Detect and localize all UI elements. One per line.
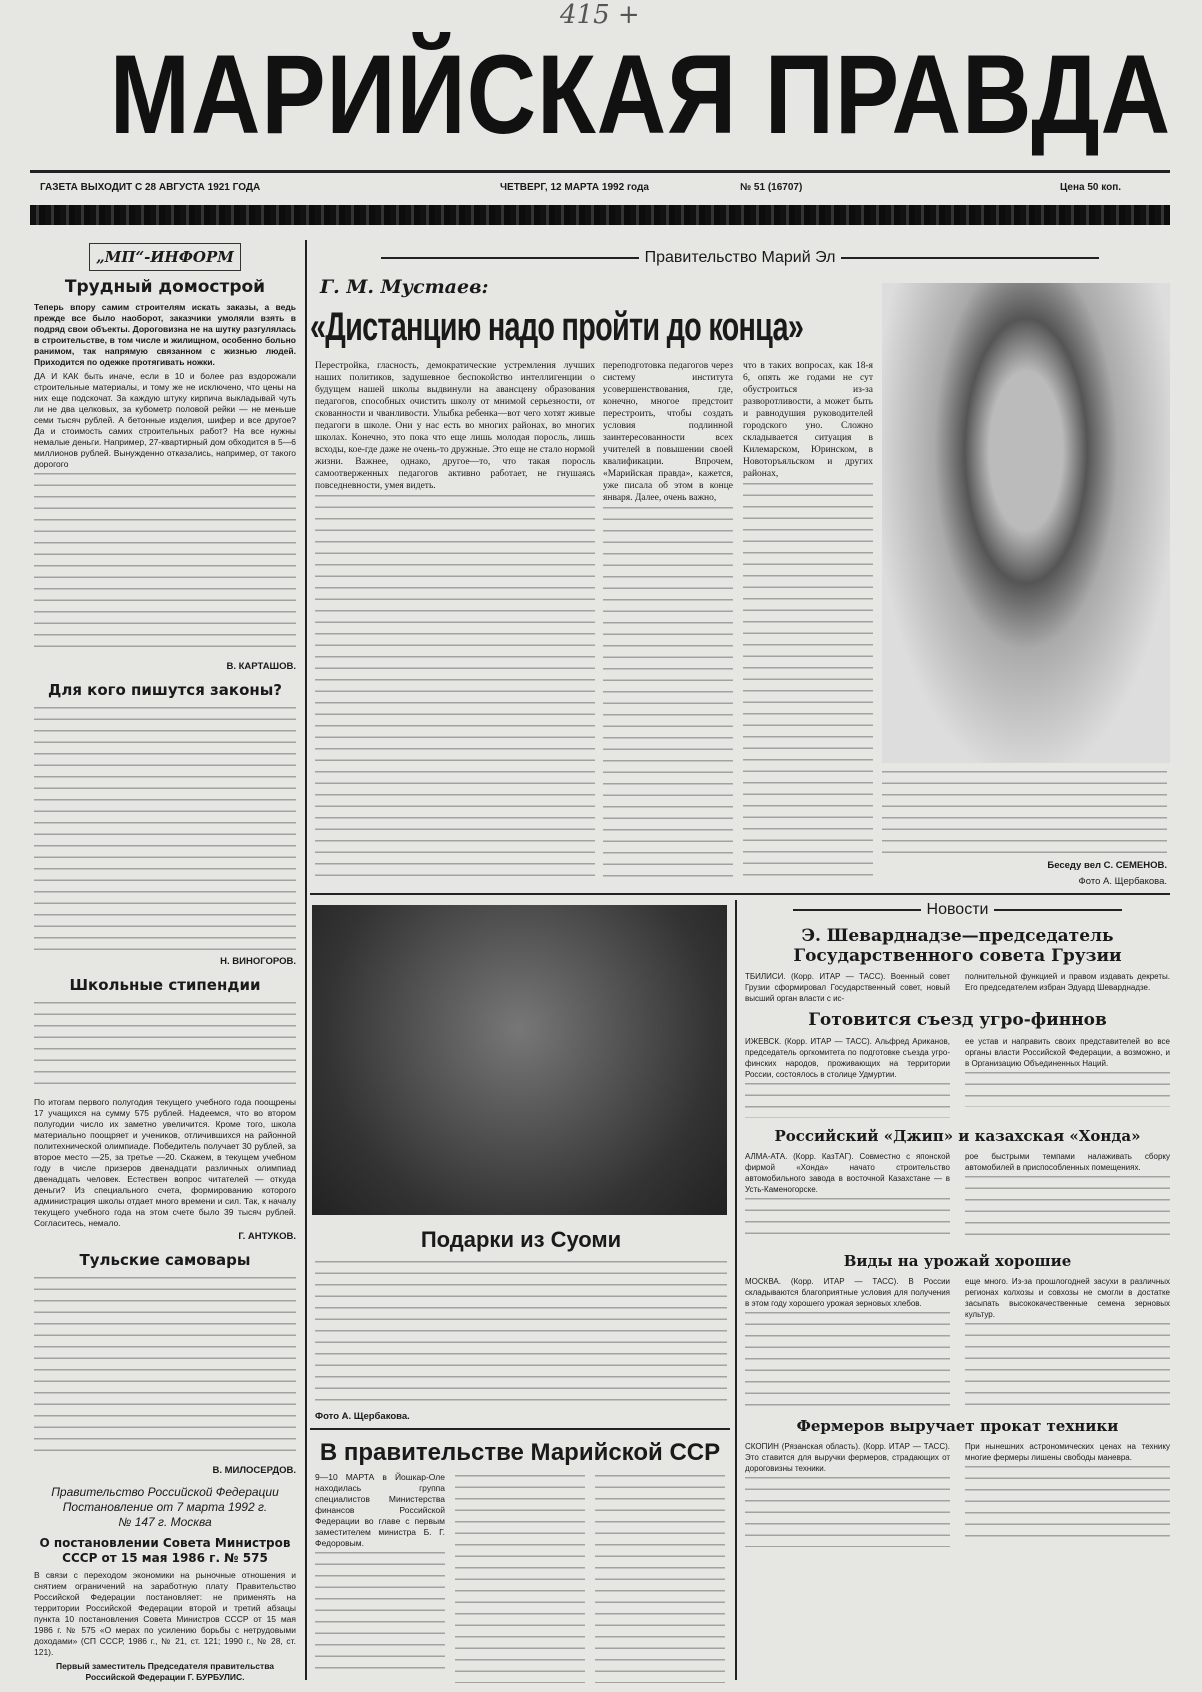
article-title: В правительстве Марийской ССР (319, 1439, 721, 1466)
interview-column: переподготовка педагогов через систему института усовершенствования, где, конечно, многое предстоит перестроить, чтобы создать условия подлинной заинтересованности всех учителей в повышении своей квалификации. Впрочем, «Марийская правда», кажется, уже писала об этом в конце января. Далее, очень важно, (603, 361, 733, 503)
news-body: МОСКВА. (Корр. ИТАР — ТАСС). В России складываются благоприятные условия для получения в этом году хорошего урожая зерновых хлебов. (745, 1277, 950, 1308)
news-body: еще много. Из-за прошлогодней засухи в различных регионах колхозы и совхозы не смогли в достатке засыпать высококачественные семена зерновых культур. (965, 1277, 1170, 1319)
author: Н. ВИНОГОРОВ. (220, 956, 296, 968)
issue-date: ЧЕТВЕРГ, 12 МАРТА 1992 года (500, 182, 649, 193)
news-photo (312, 905, 727, 1215)
podarki-article (315, 1220, 727, 1425)
section-rubric (310, 248, 1170, 268)
news-title: Готовится съезд угро-финнов (808, 1010, 1107, 1030)
text-block (882, 771, 1167, 855)
issue-number: № 51 (16707) (740, 182, 803, 193)
article-title: Для кого пишутся законы? (47, 681, 283, 700)
text-block (603, 507, 733, 877)
article-title: Школьные стипендии (69, 976, 261, 995)
rubric-label: Новости (926, 901, 989, 918)
news-item-body (745, 971, 1170, 1004)
news-title: Фермеров выручает прокат техники (796, 1417, 1119, 1435)
text-block (965, 1176, 1170, 1236)
text-block (965, 1323, 1170, 1408)
portrait-photo (882, 283, 1170, 763)
interviewer: Беседу вел С. СЕМЕНОВ. (1047, 860, 1167, 871)
interview-column-3 (603, 360, 733, 880)
article-title: Тульские самовары (79, 1250, 251, 1269)
news-section (745, 900, 1170, 1685)
text-block (34, 1277, 296, 1460)
column-divider (735, 900, 737, 1680)
news-body: рое быстрыми темпами налаживать сборку автомобилей в приспособленных помещениях. (965, 1152, 1170, 1172)
decree-number: № 147 г. Москва (118, 1514, 212, 1529)
text-block (745, 1477, 950, 1547)
rubric-label: Правительство Марий Эл (644, 249, 836, 266)
news-body: ее устав и направить своих представителей во все органы власти Российской Федерации, а возможно, и в Организацию Объединенных Наций. (965, 1037, 1170, 1068)
article-title: Трудный домострой (64, 277, 266, 297)
text-block (745, 1198, 950, 1243)
news-rubric (745, 900, 1170, 920)
news-title: Российский «Джип» и казахская «Хонда» (774, 1127, 1141, 1145)
news-body: При нынешних астрономических ценах на технику многие фермеры лишены свободы маневра. (965, 1442, 1170, 1462)
text-block (745, 1083, 950, 1118)
author: В. КАРТАШОВ. (226, 661, 296, 673)
news-body: ТБИЛИСИ. (Корр. ИТАР — ТАСС). Военный совет Грузии сформировал Государственный совет, новый высший орган власти с ис- (745, 972, 950, 1003)
news-item-body (745, 1151, 1170, 1246)
news-title: Э. Шеварднадзе—председатель Государственного совета Грузии (793, 926, 1122, 966)
text-block (595, 1475, 725, 1683)
author: В. МИЛОСЕРДОВ. (212, 1464, 296, 1476)
text-block (34, 473, 296, 656)
article-body: По итогам первого полугодия текущего учебного года поощрены 17 учащихся на сумму 575 рублей. Надеемся, что во втором полугодии число их заметно увеличится. Кроме того, школа материально поощряет и учеников, отличившихся на районной политехнической олимпиаде. Победитель получает 30 рублей, за второе место —25, за третье —20. Скажем, в текущем учебном году в числе призеров двенадцати различных олимпиад двенадцать человек. Естествен вопрос читателей — откуда деньги? Из специального счета, формированию которого администрация школы отдает много времени и сил. Так, к началу текущего учебного года на этом счете было 39 тысяч рублей. Согласитесь, немало. (34, 1096, 296, 1228)
text-block (34, 1002, 296, 1094)
price: Цена 50 коп. (1060, 182, 1122, 193)
article-lead: 9—10 МАРТА в Йошкар-Оле находилась группа специалистов Министерства финансов Российской Федерации во главе с первым заместителем министра Б. Г. Федоровым. (315, 1472, 445, 1548)
news-item-body (745, 1036, 1170, 1121)
news-body: СКОПИН (Рязанская область). (Корр. ИТАР — ТАСС). Это ставится для выручки фермеров, страдающих от дороговизны техники. (745, 1442, 950, 1473)
news-body: ИЖЕВСК. (Корр. ИТАР — ТАСС). Альфред Ариканов, председатель оргкомитета по подготовке съезда угро-финских народов, проживающих на территории России, состоялось в столице Удмуртии. (745, 1037, 950, 1079)
text-block (745, 1312, 950, 1407)
text-block (743, 483, 873, 877)
interview-continuation (882, 768, 1167, 890)
interview-byline: Г. М. Мустаев: (320, 276, 489, 298)
masthead-title: МАРИЙСКАЯ ПРАВДА (109, 32, 1171, 157)
left-column (34, 243, 296, 1683)
news-item-body (745, 1441, 1170, 1550)
decree-signature: Первый заместитель Председателя правительства Российской Федерации Г. БУРБУЛИС. (55, 1660, 275, 1682)
decree-title: О постановлении Совета Министров СССР от 15 мая 1986 г. № 575 (39, 1535, 291, 1565)
interview-lead: Перестройка, гласность, демократические устремления лучших наших политиков, задушевное беспокойство интеллигенции о будущем нашей школы выдвинули на авансцену образования педагогов, способных очистить школу от мнимой серьезности, от скованности и чванливости. Улыбка ребенка—вот чего хотят живые педагоги в школе. Они у нас есть во многих районах, во многих школах. Конечно, это пока что еще лишь молодая поросль, лишь всходы, кое-где даже не очень-то дружные. Это еще не стало нормой жизни. Важнее, однако, другое—то, что такая поросль самоотверженных педагогов активно работает, не гнушаясь повседневности, умея видеть. (315, 361, 595, 491)
masthead-bar (30, 205, 1170, 225)
text-block (315, 1552, 445, 1677)
news-body: АЛМА-АТА. (Корр. КазТАГ). Совместно с японской фирмой «Хонда» начато строительство автомобильного завода в восточной Казахстане — в Усть-Каменогорске. (745, 1152, 950, 1194)
photo-credit: Фото А. Щербакова. (315, 1411, 410, 1422)
rubric-mp-inform: „МП“-ИНФОРМ (89, 243, 241, 271)
news-body: полнительной функцией и правом издавать декреты. Его председателем избран Эдуард Шеварднадзе. (965, 972, 1170, 992)
author: Г. АНТУКОВ. (238, 1230, 296, 1242)
photo-credit: Фото А. Щербакова. (1078, 876, 1167, 887)
decree-body: В связи с переходом экономики на рыночные отношения и снятием ограничений на заработную плату Правительство Российской Федерации постановляет: не применять на территории Российской Федерации второй и третий абзацы пункта 10 постановления Совета Министров СССР от 15 мая 1986 г. № 575 «О мерах по усилению борьбы с нетрудовыми доходами» (СП СССР, 1986 г., № 21, ст. 121; 1990 г., № 28, ст. 121). (34, 1569, 296, 1657)
interview-column-1 (315, 360, 595, 880)
decree-header (34, 1485, 296, 1530)
divider (30, 170, 1170, 173)
interview-column-4 (743, 360, 873, 880)
text-block (965, 1072, 1170, 1107)
text-block (965, 1466, 1170, 1546)
government-column-1 (315, 1472, 445, 1680)
text-block (315, 1261, 727, 1406)
text-block (455, 1475, 585, 1683)
handwritten-note: 415 + (560, 0, 640, 30)
text-block (315, 495, 595, 877)
article-title: Подарки из Суоми (420, 1227, 622, 1252)
news-title: Виды на урожай хорошие (843, 1252, 1072, 1270)
text-block (34, 707, 296, 951)
column-divider (305, 240, 307, 1680)
interview-title: «Дистанцию надо пройти до конца» (310, 305, 804, 349)
divider (310, 893, 1170, 895)
article-lead: Теперь впору самим строителям искать заказы, а ведь прежде все было наоборот, заказчики умоляли взять в подряд свои объекты. Дороговизна не на шутку разгулялась в строительстве, в том числе и жилищном, особенно больно ранимом, так напрямую связанном с жизнью людей. Приходится по одежке протягивать ножки. (34, 302, 296, 367)
news-item-body (745, 1276, 1170, 1411)
decree-head: Правительство Российской Федерации Постановление от 7 марта 1992 г. (51, 1484, 279, 1514)
founded-line: ГАЗЕТА ВЫХОДИТ С 28 АВГУСТА 1921 ГОДА (40, 182, 261, 193)
divider (310, 1428, 730, 1430)
article-body: ДА И КАК быть иначе, если в 10 и более раз вздорожали строительные материалы, и тому же не исключено, что цены на них еще подскочат. За каждую штуку кирпича выкладывай чуть ли не два целковых, за кубометр половой рейки — не меньше семи тысяч рублей. А бетонные изделия, шифер и все другое? Да и стоимость самих строительных работ? На все нужны немалые деньги. Например, 27-квартирный дом обходится в 5—6 миллионов рублей. Вынужденно отказались, например, от такого дорогого (34, 371, 296, 469)
interview-column: что в таких вопросах, как 18-я 6, опять же годами не сут обустроиться из-за разворотливости, а может быть и равнодушия руководителей городского уно. Сложно складывается ситуация в Килемарском, Юринском, в Новоторъяльском и других районах, (743, 361, 873, 479)
